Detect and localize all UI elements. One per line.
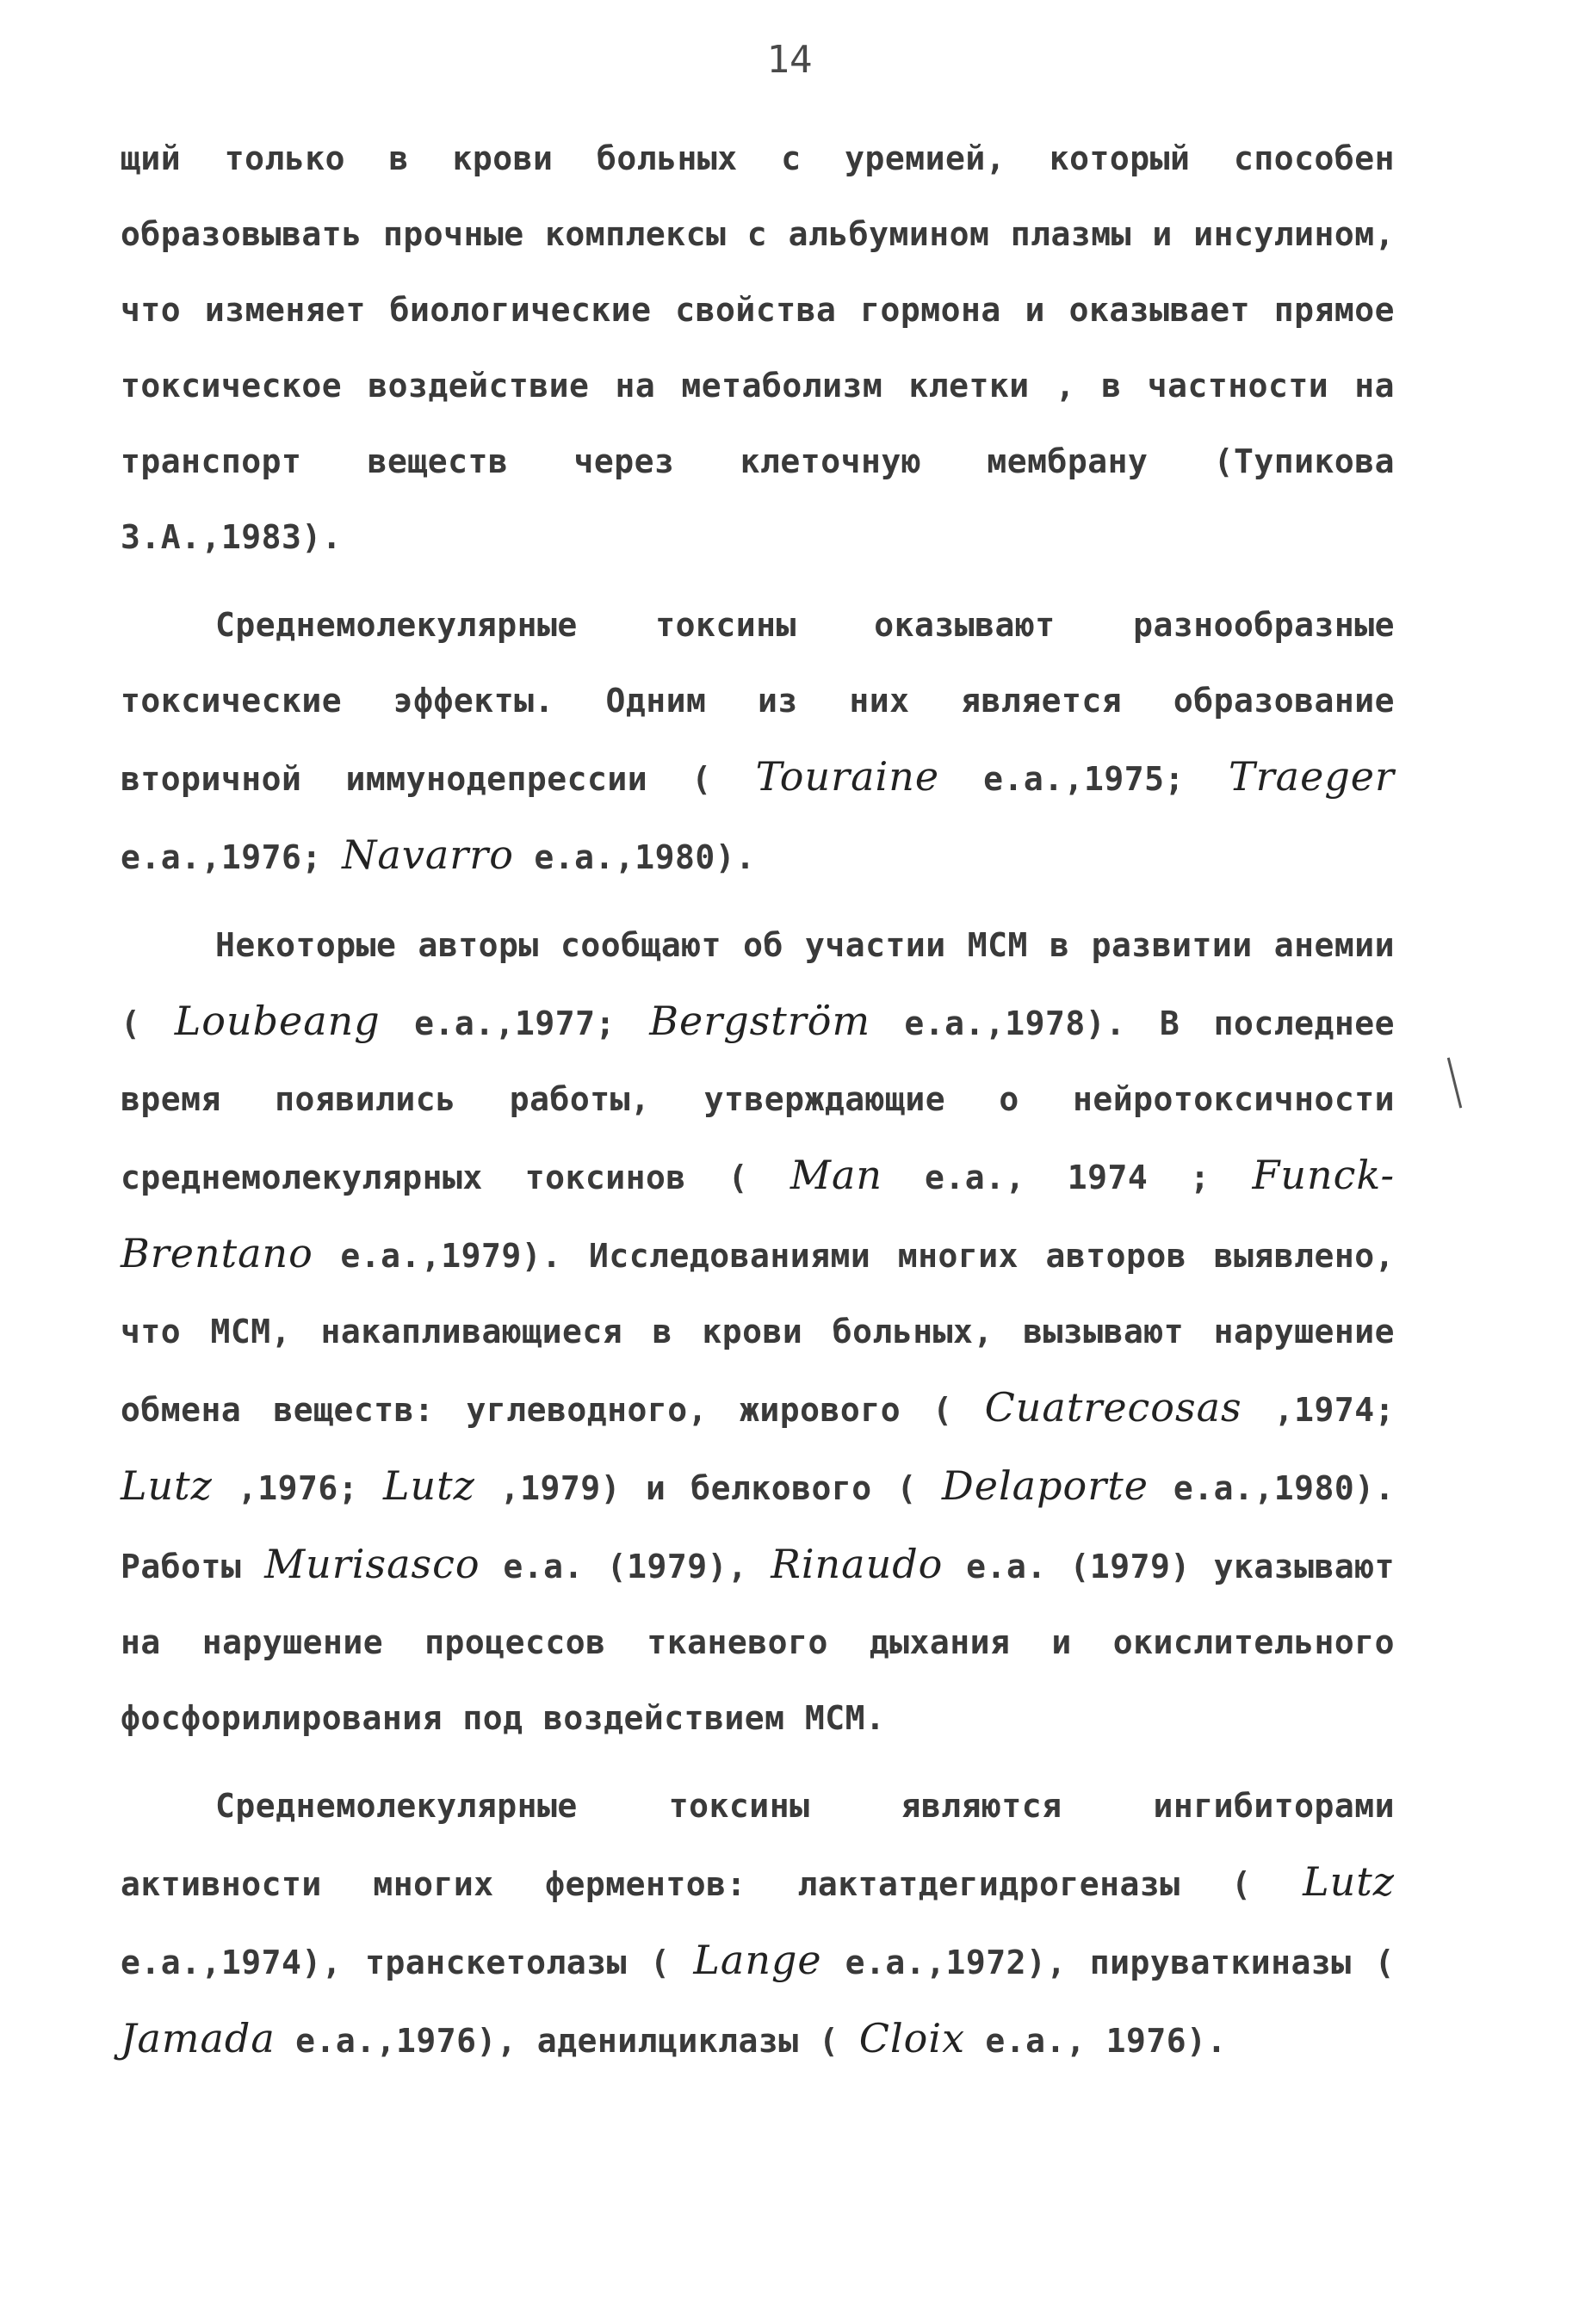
typed-text: ,1979) и белкового ( [474,1469,942,1507]
typed-text: e.a.,1976), аденилциклазы ( [275,2022,859,2060]
typed-text: e.a.,1980). [513,838,756,876]
typed-text: e.a.,1976; [121,838,343,876]
typed-text: e.a.,1974), транскетолазы ( [121,1944,694,1981]
typed-text: e.a., 1974 ; [882,1159,1253,1196]
typed-text: ,1974; [1242,1391,1395,1429]
handwritten-author-name: Rinaudo [771,1541,944,1587]
typed-text: щий только в крови больных с уремией, который способен образовывать прочные комплексы с альбумином плазмы и инсулином, что изменяет биологические свойства гормона и оказывает прямое токсическое воздействие на метаболизм клетки , в частности на транспорт веществ через клеточную мембрану (Тупикова З.А.,1983). [121,139,1395,556]
handwritten-author-name: Lutz [382,1462,475,1509]
handwritten-author-name: Murisasco [264,1541,480,1587]
handwritten-author-name: Delaporte [941,1462,1149,1509]
typed-text: e.a. (1979), [480,1548,771,1585]
handwritten-author-name: Lange [693,1937,822,1983]
typed-text: e.a. (1979) указывают на нарушение процессов тканевого дыхания и окислительного фосфорилирования под воздействием МСМ. [121,1548,1395,1737]
typed-text: Среднемолекулярные токсины являются ингибиторами активности многих ферментов: лактатдегидрогеназы ( [121,1787,1395,1903]
handwritten-author-name: Navarro [342,831,514,878]
typed-text: Некоторые авторы сообщают об участии МСМ в развитии анемии ( [121,926,1395,1042]
typed-text: e.a.,1979). Исследованиями многих авторов выявлено, что МСМ, накапливающиеся в крови больных, вызывают нарушение обмена веществ: углеводного, жирового ( [121,1237,1395,1429]
handwritten-author-name: Lutz [121,1462,213,1509]
handwritten-author-name: Funck-Brentano [121,1152,1395,1276]
handwritten-author-name: Touraine [755,753,940,800]
typed-text: e.a.,1975; [939,760,1229,798]
body-text [121,121,1395,2091]
handwritten-author-name: Lutz [1303,1858,1395,1905]
typed-text: e.a.,1978). В последнее время появились работы, утверждающие о нейротоксичности среднемолекулярных токсинов ( [121,1004,1395,1196]
typed-text: e.a.,1972), пируваткиназы ( [821,1944,1395,1981]
handwritten-author-name: Cuatrecosas [984,1384,1242,1431]
paragraph [121,121,1395,575]
handwritten-author-name: Loubeang [174,998,381,1044]
margin-pencil-mark [1447,1058,1462,1109]
handwritten-author-name: Traeger [1229,753,1395,800]
typed-text: Среднемолекулярные токсины оказывают разнообразные токсические эффекты. Одним из них является образование вторичной иммунодепрессии ( [121,606,1395,798]
typed-text: ,1976; [212,1469,383,1507]
paragraph [121,1768,1395,2079]
page-number: 14 [766,38,813,82]
handwritten-author-name: Man [790,1152,883,1198]
typed-text: e.a.,1980). Работы [121,1469,1395,1585]
handwritten-author-name: Cloix [858,2015,966,2061]
handwritten-author-name: Jamada [121,2015,276,2061]
paragraph [121,587,1395,895]
typed-text: e.a.,1977; [380,1004,650,1042]
typed-text: e.a., 1976). [965,2022,1227,2060]
paragraph [121,907,1395,1756]
handwritten-author-name: Bergström [649,998,871,1044]
